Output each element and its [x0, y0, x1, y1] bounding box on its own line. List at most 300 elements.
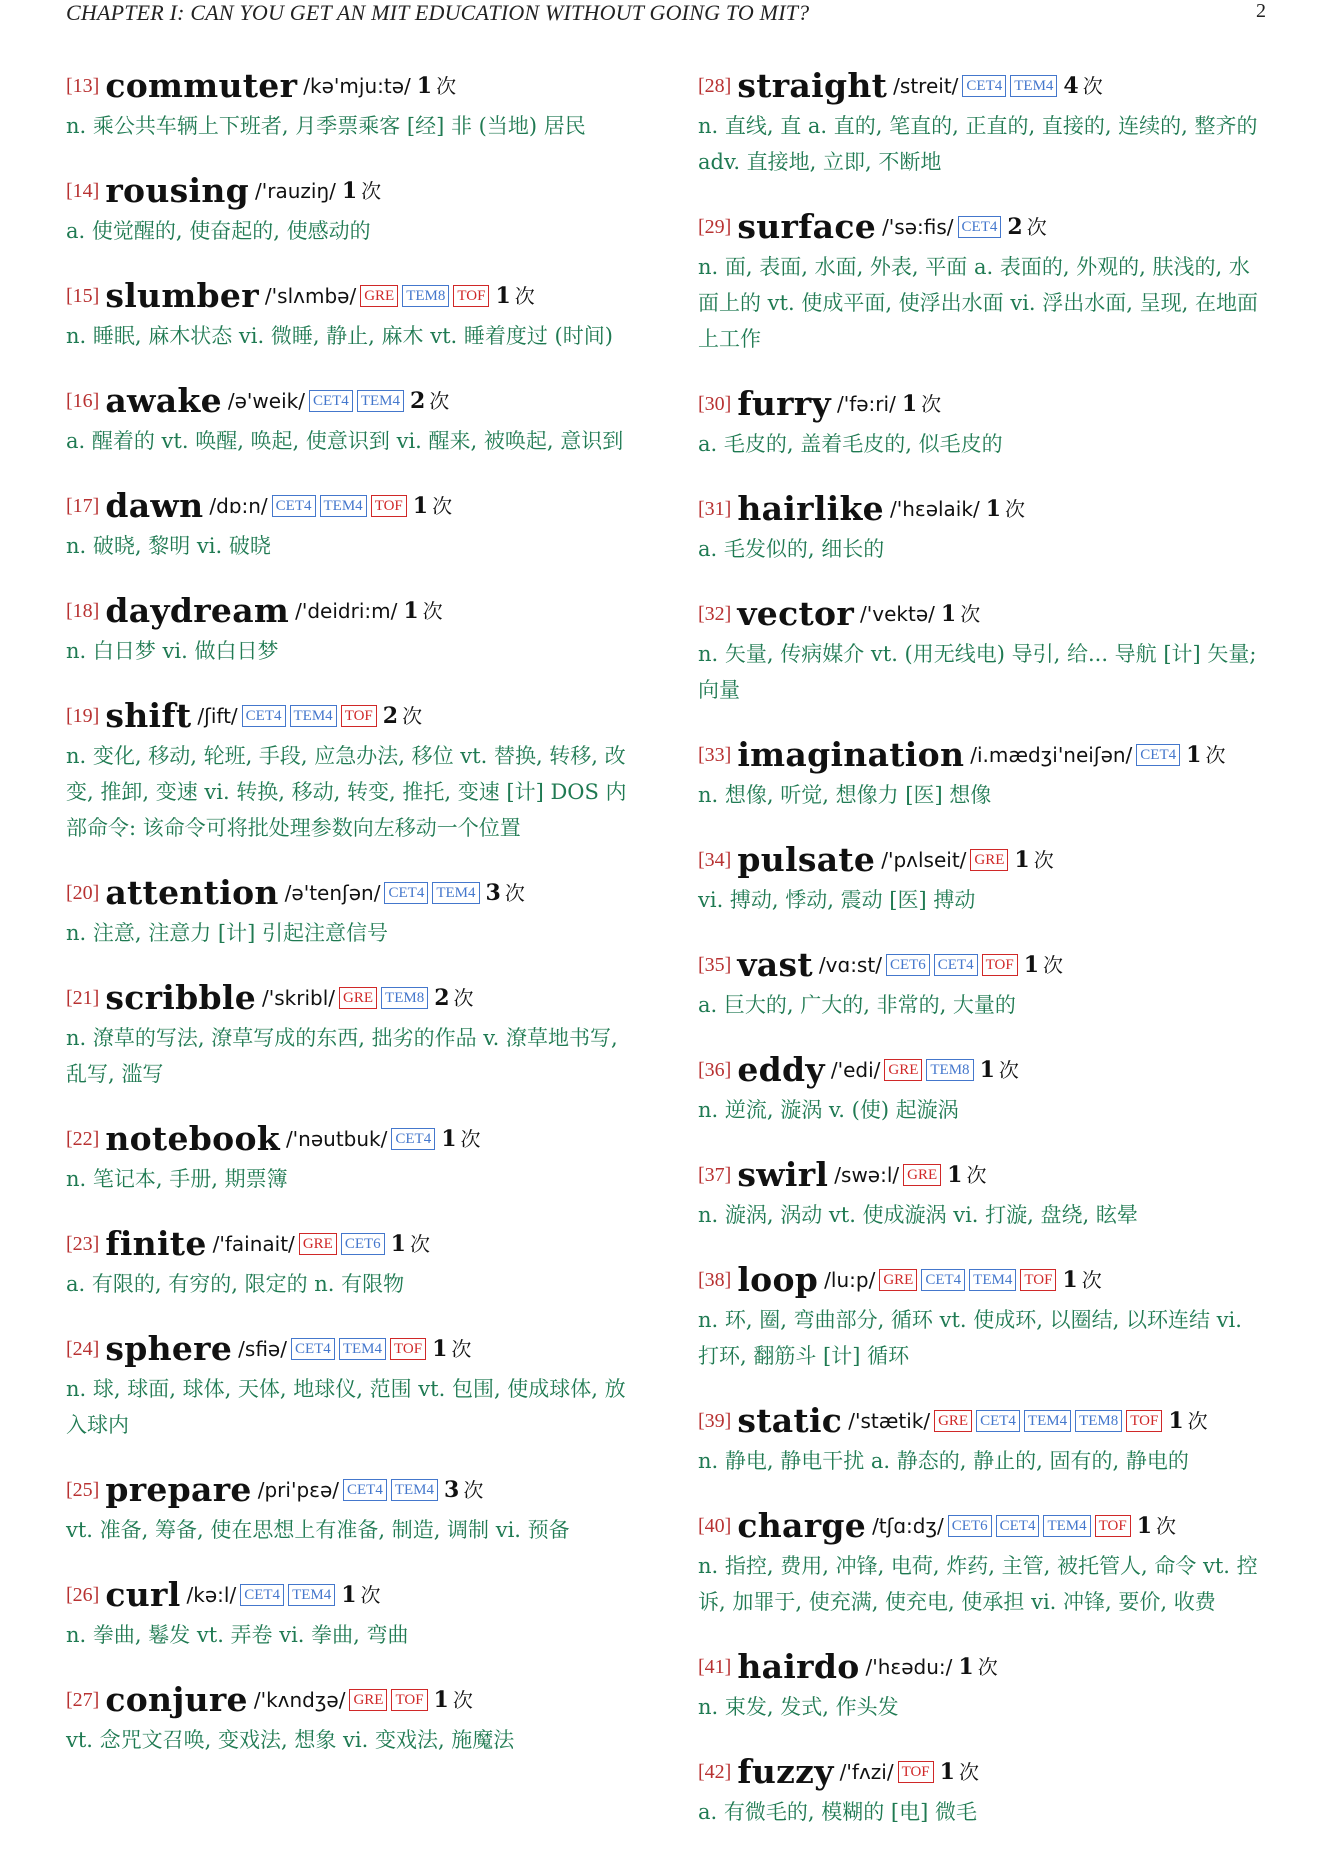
vocab-entry: [698, 943, 1268, 1023]
vocab-entry: [698, 838, 1268, 918]
headword: static: [737, 1401, 843, 1440]
entry-number: [41]: [698, 1656, 732, 1678]
exam-tag: CET4: [921, 1269, 965, 1291]
headword-line: [66, 379, 642, 423]
definition: a. 有微毛的, 模糊的 [电] 微毛: [698, 1800, 977, 1824]
headword: vector: [737, 594, 855, 633]
count-number: 1: [979, 1057, 995, 1083]
occurrence-count: [958, 1645, 997, 1689]
definition: vt. 念咒文召唤, 变戏法, 想象 vi. 变戏法, 施魔法: [66, 1728, 515, 1752]
entry-number: [26]: [66, 1584, 100, 1606]
vocab-entry: [698, 1153, 1268, 1233]
definition: n. 乘公共车辆上下班者, 月季票乘客 [经] 非 (当地) 居民: [66, 114, 586, 138]
headword-line: [698, 1399, 1268, 1443]
exam-tag: CET4: [934, 954, 978, 976]
count-number: 1: [341, 1582, 357, 1608]
count-number: 2: [1007, 214, 1023, 240]
entry-number: [29]: [698, 216, 732, 238]
count-unit: 次: [958, 1760, 979, 1784]
pronunciation: /'slʌmbə/: [264, 284, 357, 308]
exam-tag: GRE: [970, 849, 1008, 871]
count-unit: 次: [409, 1232, 430, 1256]
headword: imagination: [737, 735, 965, 774]
headword-line: [66, 274, 642, 318]
definition: a. 使觉醒的, 使奋起的, 使感动的: [66, 219, 371, 243]
pronunciation: /ə'tenʃən/: [284, 881, 381, 905]
pronunciation: /'hɛəlaik/: [889, 497, 980, 521]
exam-tag: CET6: [948, 1515, 992, 1537]
count-unit: 次: [1043, 953, 1064, 977]
pronunciation: /i.mædʒi'neiʃən/: [970, 743, 1133, 767]
occurrence-count: [980, 1048, 1019, 1092]
entry-number: [13]: [66, 75, 100, 97]
entry-number: [20]: [66, 882, 100, 904]
exam-tag: TEM4: [320, 495, 367, 517]
headword: scribble: [105, 978, 257, 1017]
occurrence-count: [1007, 205, 1046, 249]
chapter-title: CHAPTER I: CAN YOU GET AN MIT EDUCATION WITHOUT GOING TO MIT?: [66, 0, 810, 25]
exam-tag: TEM8: [926, 1059, 973, 1081]
occurrence-count: [441, 1117, 480, 1161]
pronunciation: /'sə:fis/: [882, 215, 954, 239]
pronunciation: /'skribl/: [262, 986, 336, 1010]
entry-number: [19]: [66, 705, 100, 727]
entry-number: [22]: [66, 1128, 100, 1150]
headword: eddy: [737, 1050, 825, 1089]
entry-number: [33]: [698, 744, 732, 766]
exam-tag: CET4: [976, 1410, 1020, 1432]
count-number: 1: [1062, 1267, 1078, 1293]
count-unit: 次: [514, 284, 535, 308]
occurrence-count: [941, 592, 980, 636]
occurrence-count: [432, 1327, 471, 1371]
occurrence-count: [940, 1750, 979, 1794]
count-unit: 次: [360, 1583, 381, 1607]
definition: n. 环, 圈, 弯曲部分, 循环 vt. 使成环, 以圈结, 以环连结 vi. 打环, 翻筋斗 [计] 循环: [698, 1308, 1242, 1368]
exam-tag: GRE: [934, 1410, 972, 1432]
exam-tag: TOF: [371, 495, 407, 517]
entry-number: [25]: [66, 1479, 100, 1501]
vocab-entry: [698, 1399, 1268, 1479]
occurrence-count: [410, 379, 449, 423]
vocab-entry: [698, 1504, 1268, 1620]
definition: n. 矢量, 传病媒介 vt. (用无线电) 导引, 给... 导航 [计] 矢量; 向量: [698, 642, 1257, 702]
definition: n. 束发, 发式, 作头发: [698, 1695, 899, 1719]
headword: sphere: [105, 1329, 233, 1368]
definition: a. 巨大的, 广大的, 非常的, 大量的: [698, 993, 1016, 1017]
vocab-entry: [698, 592, 1268, 708]
exam-tag: CET6: [341, 1233, 385, 1255]
count-unit: 次: [361, 179, 382, 203]
count-number: 1: [985, 496, 1001, 522]
occurrence-count: [486, 871, 525, 915]
headword: charge: [737, 1506, 867, 1545]
entry-number: [36]: [698, 1059, 732, 1081]
definition: vt. 准备, 筹备, 使在思想上有准备, 制造, 调制 vi. 预备: [66, 1518, 570, 1542]
headword-line: [698, 592, 1268, 636]
entry-number: [21]: [66, 987, 100, 1009]
definition: n. 变化, 移动, 轮班, 手段, 应急办法, 移位 vt. 替换, 转移, 改变, 推卸, 变速 vi. 转换, 移动, 转变, 推托, 变速 [计] DOS 内部命令: 该命令可将批处理参数向左移动一个位置: [66, 744, 627, 840]
count-number: 1: [1023, 952, 1040, 978]
headword-line: [66, 1468, 642, 1512]
headword: pulsate: [737, 840, 876, 879]
headword-line: [66, 484, 642, 528]
exam-tag: GRE: [299, 1233, 337, 1255]
headword-line: [698, 382, 1268, 426]
pronunciation: /'hɛədu:/: [865, 1655, 953, 1679]
headword-line: [698, 1645, 1268, 1689]
count-number: 1: [412, 493, 429, 519]
exam-tag: GRE: [884, 1059, 922, 1081]
definition: vi. 搏动, 悸动, 震动 [医] 搏动: [698, 888, 976, 912]
count-unit: 次: [422, 599, 443, 623]
headword-line: [66, 589, 642, 633]
pronunciation: /'nəutbuk/: [285, 1127, 388, 1151]
headword-line: [698, 1750, 1268, 1794]
exam-tag: CET4: [391, 1128, 435, 1150]
count-unit: 次: [1033, 848, 1054, 872]
headword: hairlike: [737, 489, 884, 528]
count-unit: 次: [432, 494, 453, 518]
exam-tag: TEM8: [381, 987, 428, 1009]
entry-number: [35]: [698, 954, 732, 976]
pronunciation: /'fʌzi/: [839, 1760, 894, 1784]
headword-line: [698, 1258, 1268, 1302]
count-number: 2: [382, 703, 399, 729]
exam-tag: TEM4: [339, 1338, 386, 1360]
vocab-entry: [698, 382, 1268, 462]
headword-line: [66, 694, 642, 738]
count-number: 3: [485, 880, 501, 906]
exam-tag: TOF: [982, 954, 1018, 976]
vocab-entry: [66, 589, 642, 669]
headword-line: [66, 1678, 642, 1722]
vocab-entry: [698, 487, 1268, 567]
exam-tag: CET6: [886, 954, 930, 976]
definition: n. 白日梦 vi. 做白日梦: [66, 639, 279, 663]
headword-line: [698, 1048, 1268, 1092]
exam-tag: TOF: [390, 1338, 426, 1360]
exam-tag: CET4: [962, 75, 1006, 97]
headword: straight: [737, 66, 888, 105]
pronunciation: /sfiə/: [238, 1337, 287, 1361]
entry-number: [17]: [66, 495, 100, 517]
headword: conjure: [105, 1680, 248, 1719]
exam-tag: TEM8: [1075, 1410, 1122, 1432]
occurrence-count: [391, 1222, 430, 1266]
definition: n. 破晓, 黎明 vi. 破晓: [66, 534, 271, 558]
headword: finite: [105, 1224, 207, 1263]
pronunciation: /tʃɑ:dʒ/: [872, 1514, 944, 1538]
entry-number: [32]: [698, 603, 732, 625]
exam-tag: TEM4: [1024, 1410, 1071, 1432]
vocab-entry: [66, 484, 642, 564]
count-number: 1: [1168, 1408, 1184, 1434]
count-unit: 次: [921, 392, 942, 416]
count-unit: 次: [1187, 1409, 1208, 1433]
exam-tag: GRE: [903, 1164, 941, 1186]
definition: n. 静电, 静电干扰 a. 静态的, 静止的, 固有的, 静电的: [698, 1449, 1189, 1473]
vocab-entry: [66, 1678, 642, 1758]
occurrence-count: [342, 169, 381, 213]
count-number: 2: [434, 985, 450, 1011]
entry-number: [28]: [698, 75, 732, 97]
vocab-entry: [66, 1468, 642, 1548]
vocab-entry: [698, 205, 1268, 357]
headword-line: [698, 943, 1268, 987]
occurrence-count: [403, 589, 442, 633]
page-header: [66, 0, 1266, 30]
headword: hairdo: [737, 1647, 860, 1686]
entry-number: [39]: [698, 1410, 732, 1432]
count-number: 1: [432, 1336, 448, 1362]
headword: loop: [737, 1260, 819, 1299]
vocab-entry: [66, 64, 642, 144]
occurrence-count: [1024, 943, 1063, 987]
occurrence-count: [1063, 64, 1102, 108]
occurrence-count: [417, 64, 456, 108]
vocab-entry: [66, 1573, 642, 1653]
pronunciation: /'pʌlseit/: [881, 848, 967, 872]
headword: notebook: [105, 1119, 280, 1158]
headword-line: [66, 1573, 642, 1617]
occurrence-count: [1186, 733, 1225, 777]
exam-tag: CET4: [291, 1338, 335, 1360]
count-unit: 次: [1081, 1268, 1102, 1292]
vocab-entry: [698, 1048, 1268, 1128]
count-number: 3: [444, 1477, 460, 1503]
count-unit: 次: [453, 986, 474, 1010]
headword-line: [66, 871, 642, 915]
pronunciation: /ə'weik/: [227, 389, 305, 413]
count-unit: 次: [1082, 74, 1103, 98]
vocab-entry: [698, 1750, 1268, 1830]
entry-number: [37]: [698, 1164, 732, 1186]
count-number: 1: [1136, 1513, 1153, 1539]
count-number: 1: [390, 1231, 406, 1257]
count-unit: 次: [998, 1058, 1019, 1082]
exam-tag: CET4: [309, 390, 353, 412]
count-unit: 次: [460, 1127, 481, 1151]
headword: fuzzy: [737, 1752, 834, 1791]
exam-tag: TEM4: [288, 1584, 335, 1606]
pronunciation: /kə'mju:tə/: [303, 74, 411, 98]
pronunciation: /'edi/: [830, 1058, 881, 1082]
count-number: 1: [1014, 847, 1030, 873]
headword-line: [66, 976, 642, 1020]
count-unit: 次: [977, 1655, 998, 1679]
pronunciation: /kə:l/: [186, 1583, 237, 1607]
exam-tag: CET4: [384, 882, 428, 904]
occurrence-count: [1168, 1399, 1207, 1443]
entry-number: [15]: [66, 285, 100, 307]
count-unit: 次: [1205, 743, 1226, 767]
left-column: [66, 64, 642, 1783]
exam-tag: TOF: [341, 705, 377, 727]
headword-line: [66, 169, 642, 213]
headword: vast: [737, 945, 813, 984]
definition: n. 想像, 听觉, 想像力 [医] 想像: [698, 783, 992, 807]
definition: n. 潦草的写法, 潦草写成的东西, 拙劣的作品 v. 潦草地书写, 乱写, 滥写: [66, 1026, 618, 1086]
exam-tag: TOF: [391, 1689, 427, 1711]
pronunciation: /'rauziŋ/: [255, 179, 336, 203]
definition: a. 有限的, 有穷的, 限定的 n. 有限物: [66, 1272, 405, 1296]
vocab-entry: [66, 694, 642, 846]
definition: n. 指控, 费用, 冲锋, 电荷, 炸药, 主管, 被托管人, 命令 vt. 控诉, 加罪于, 使充满, 使充电, 使承担 vi. 冲锋, 要价, 收费: [698, 1554, 1258, 1614]
count-unit: 次: [504, 881, 525, 905]
exam-tag: TOF: [453, 285, 489, 307]
headword-line: [698, 205, 1268, 249]
headword-line: [66, 1327, 642, 1371]
vocab-entry: [698, 1258, 1268, 1374]
count-number: 1: [416, 73, 433, 99]
pronunciation: /dɒ:n/: [209, 494, 268, 518]
entry-number: [23]: [66, 1233, 100, 1255]
definition: n. 逆流, 漩涡 v. (使) 起漩涡: [698, 1098, 959, 1122]
entry-number: [40]: [698, 1515, 732, 1537]
occurrence-count: [495, 274, 534, 318]
headword: swirl: [737, 1155, 829, 1194]
entry-number: [14]: [66, 180, 100, 202]
vocab-entry: [66, 976, 642, 1092]
vocab-entry: [66, 1327, 642, 1443]
entry-number: [27]: [66, 1689, 100, 1711]
definition: n. 睡眠, 麻木状态 vi. 微睡, 静止, 麻木 vt. 睡着度过 (时间): [66, 324, 613, 348]
exam-tag: CET4: [958, 216, 1002, 238]
occurrence-count: [1014, 838, 1053, 882]
exam-tag: TEM4: [391, 1479, 438, 1501]
pronunciation: /'vektə/: [860, 602, 935, 626]
occurrence-count: [947, 1153, 986, 1197]
pronunciation: /lu:p/: [824, 1268, 876, 1292]
definition: a. 毛发似的, 细长的: [698, 537, 885, 561]
exam-tag: GRE: [339, 987, 377, 1009]
headword-line: [66, 1222, 642, 1266]
exam-tag: CET4: [272, 495, 316, 517]
pronunciation: /'deidri:m/: [295, 599, 398, 623]
headword-line: [698, 733, 1268, 777]
count-unit: 次: [960, 602, 981, 626]
occurrence-count: [1062, 1258, 1101, 1302]
count-unit: 次: [429, 389, 450, 413]
pronunciation: /'stætik/: [848, 1409, 931, 1433]
pronunciation: /'kʌndʒə/: [253, 1688, 346, 1712]
vocab-entry: [66, 1222, 642, 1302]
entry-number: [16]: [66, 390, 100, 412]
headword: daydream: [105, 591, 290, 630]
exam-tag: TEM4: [1043, 1515, 1090, 1537]
exam-tag: GRE: [879, 1269, 917, 1291]
occurrence-count: [1137, 1504, 1176, 1548]
count-number: 1: [940, 601, 957, 627]
headword: rousing: [105, 171, 249, 210]
definition: n. 面, 表面, 水面, 外表, 平面 a. 表面的, 外观的, 肤浅的, 水面上的 vt. 使成平面, 使浮出水面 vi. 浮出水面, 呈现, 在地面上工作: [698, 255, 1258, 351]
exam-tag: TEM4: [969, 1269, 1016, 1291]
entry-number: [24]: [66, 1338, 100, 1360]
entry-number: [18]: [66, 600, 100, 622]
count-number: 1: [958, 1654, 974, 1680]
count-number: 1: [947, 1162, 963, 1188]
occurrence-count: [413, 484, 452, 528]
exam-tag: CET4: [996, 1515, 1040, 1537]
headword-line: [698, 1504, 1268, 1548]
entry-number: [34]: [698, 849, 732, 871]
pronunciation: /ʃift/: [197, 704, 238, 728]
exam-tag: CET4: [1136, 744, 1180, 766]
headword-line: [698, 64, 1268, 108]
definition: n. 拳曲, 鬈发 vt. 弄卷 vi. 拳曲, 弯曲: [66, 1623, 409, 1647]
definition: n. 笔记本, 手册, 期票簿: [66, 1167, 288, 1191]
count-unit: 次: [452, 1688, 473, 1712]
vocab-entry: [66, 1117, 642, 1197]
count-number: 1: [1186, 742, 1202, 768]
pronunciation: /'fainait/: [212, 1232, 295, 1256]
count-number: 1: [441, 1126, 457, 1152]
count-number: 1: [495, 283, 511, 309]
vocab-entry: [66, 379, 642, 459]
definition: n. 注意, 注意力 [计] 引起注意信号: [66, 921, 388, 945]
occurrence-count: [444, 1468, 483, 1512]
definition: a. 醒着的 vt. 唤醒, 唤起, 使意识到 vi. 醒来, 被唤起, 意识到: [66, 429, 624, 453]
count-number: 2: [409, 388, 426, 414]
count-number: 4: [1063, 73, 1079, 99]
exam-tag: TOF: [1095, 1515, 1131, 1537]
exam-tag: GRE: [360, 285, 398, 307]
occurrence-count: [383, 694, 422, 738]
exam-tag: GRE: [349, 1689, 387, 1711]
entry-number: [31]: [698, 498, 732, 520]
occurrence-count: [341, 1573, 380, 1617]
count-number: 1: [939, 1759, 955, 1785]
vocab-entry: [66, 274, 642, 354]
headword: awake: [105, 381, 222, 420]
pronunciation: /'fə:ri/: [836, 392, 896, 416]
exam-tag: TEM4: [290, 705, 337, 727]
count-unit: 次: [1156, 1514, 1177, 1538]
exam-tag: CET4: [240, 1584, 284, 1606]
entry-number: [30]: [698, 393, 732, 415]
headword: curl: [105, 1575, 181, 1614]
headword-line: [698, 487, 1268, 531]
headword-line: [66, 64, 642, 108]
occurrence-count: [434, 1678, 473, 1722]
count-number: 1: [433, 1687, 449, 1713]
headword: furry: [737, 384, 831, 423]
vocab-entry: [698, 64, 1268, 180]
exam-tag: TOF: [1126, 1410, 1162, 1432]
exam-tag: CET4: [242, 705, 286, 727]
headword: dawn: [105, 486, 204, 525]
count-unit: 次: [463, 1478, 484, 1502]
page-number: 2: [1256, 0, 1266, 22]
exam-tag: TEM4: [1010, 75, 1057, 97]
pronunciation: /pri'pɛə/: [257, 1478, 339, 1502]
definition: n. 漩涡, 涡动 vt. 使成漩涡 vi. 打漩, 盘绕, 眩晕: [698, 1203, 1138, 1227]
headword: surface: [737, 207, 877, 246]
count-number: 1: [341, 178, 358, 204]
count-unit: 次: [1026, 215, 1047, 239]
entry-number: [38]: [698, 1269, 732, 1291]
definition: n. 直线, 直 a. 直的, 笔直的, 正直的, 直接的, 连续的, 整齐的 adv. 直接地, 立即, 不断地: [698, 114, 1258, 174]
pronunciation: /vɑ:st/: [818, 953, 882, 977]
definition: n. 球, 球面, 球体, 天体, 地球仪, 范围 vt. 包围, 使成球体, 放入球内: [66, 1377, 626, 1437]
headword: attention: [105, 873, 279, 912]
headword-line: [698, 1153, 1268, 1197]
exam-tag: CET4: [343, 1479, 387, 1501]
count-unit: 次: [436, 74, 457, 98]
headword: shift: [105, 696, 192, 735]
count-unit: 次: [1005, 497, 1025, 521]
